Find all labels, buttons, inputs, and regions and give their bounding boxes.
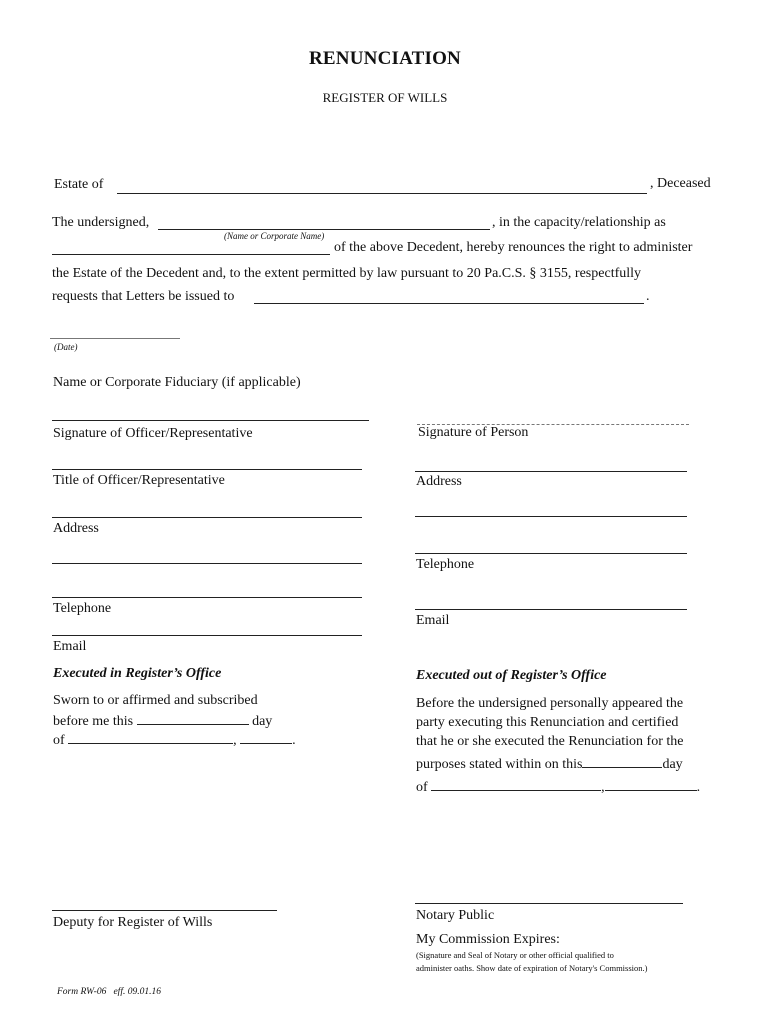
- deputy-signature-field[interactable]: [52, 910, 277, 911]
- date-label: (Date): [54, 342, 78, 352]
- person-telephone-field[interactable]: [415, 553, 687, 554]
- statute-text: the Estate of the Decedent and, to the extent permitted by law pursuant to 20 Pa.C.S. § 3155, respectfully: [52, 266, 642, 281]
- deceased-label: , Deceased: [650, 176, 711, 191]
- officer-email-label: Email: [53, 639, 87, 654]
- commission-label: My Commission Expires:: [416, 932, 560, 947]
- date-field[interactable]: [50, 338, 180, 339]
- executed-out-purposes-label: purposes stated within on this: [416, 757, 583, 772]
- person-address-field[interactable]: [415, 471, 687, 472]
- name-hint: (Name or Corporate Name): [224, 231, 325, 241]
- executed-out-day-field[interactable]: [582, 755, 662, 768]
- person-email-field[interactable]: [415, 609, 687, 610]
- person-address-field-2[interactable]: [415, 516, 687, 517]
- executed-out-period: .: [696, 780, 701, 795]
- executed-in-year-field[interactable]: [240, 731, 292, 744]
- executed-in-day-label: day: [252, 714, 273, 729]
- person-telephone-label: Telephone: [416, 557, 475, 572]
- form-id: Form RW-06 eff. 09.01.16: [57, 987, 161, 997]
- person-signature-label: Signature of Person: [418, 425, 529, 440]
- deputy-label: Deputy for Register of Wills: [53, 915, 213, 930]
- person-address-label: Address: [416, 474, 462, 489]
- executed-in-before-label: before me this: [53, 714, 134, 729]
- executed-in-of-label: of: [53, 733, 65, 748]
- person-email-label: Email: [416, 613, 450, 628]
- executed-in-month-field[interactable]: [68, 731, 233, 744]
- officer-signature-field[interactable]: [52, 420, 369, 421]
- executed-out-year-field[interactable]: [605, 778, 697, 791]
- estate-label: Estate of: [54, 177, 104, 192]
- executed-out-comma: ,: [601, 780, 605, 795]
- fiduciary-heading: Name or Corporate Fiduciary (if applicable): [53, 375, 301, 390]
- notary-note-line1: (Signature and Seal of Notary or other official qualified to: [416, 950, 614, 960]
- executed-out-heading: Executed out of Register’s Office: [416, 668, 607, 683]
- executed-in-heading: Executed in Register’s Office: [53, 666, 222, 681]
- officer-signature-label: Signature of Officer/Representative: [53, 426, 253, 441]
- officer-telephone-label: Telephone: [53, 601, 112, 616]
- letters-to-field[interactable]: [254, 303, 644, 304]
- executed-in-period: .: [292, 733, 296, 748]
- officer-address-label: Address: [53, 521, 99, 536]
- executed-in-line1: Sworn to or affirmed and subscribed: [53, 693, 258, 708]
- officer-email-field[interactable]: [52, 635, 362, 636]
- form-title: RENUNCIATION: [309, 48, 461, 69]
- officer-telephone-field[interactable]: [52, 597, 362, 598]
- relationship-field[interactable]: [52, 254, 330, 255]
- notary-signature-field[interactable]: [415, 903, 683, 904]
- letters-period: .: [646, 289, 650, 304]
- undersigned-label: The undersigned,: [52, 215, 150, 230]
- executed-out-of-label: of: [416, 780, 428, 795]
- executed-in-comma: ,: [233, 733, 237, 748]
- notary-note-line2: administer oaths. Show date of expiration of Notary's Commission.): [416, 963, 648, 973]
- executed-out-month-field[interactable]: [431, 778, 601, 791]
- capacity-label: , in the capacity/relationship as: [492, 215, 666, 230]
- renounce-text: of the above Decedent, hereby renounces the right to administer: [334, 240, 693, 255]
- executed-out-line3: that he or she executed the Renunciation for the: [416, 734, 684, 749]
- executed-out-day-label: day: [662, 757, 683, 772]
- officer-title-label: Title of Officer/Representative: [53, 473, 225, 488]
- officer-address-field-2[interactable]: [52, 563, 362, 564]
- estate-name-field[interactable]: [117, 193, 647, 194]
- officer-title-field[interactable]: [52, 469, 362, 470]
- notary-label: Notary Public: [416, 908, 495, 923]
- undersigned-name-field[interactable]: [158, 229, 490, 230]
- executed-out-line2: party executing this Renunciation and certified: [416, 715, 679, 730]
- executed-out-line1: Before the undersigned personally appeared the: [416, 696, 684, 711]
- officer-address-field[interactable]: [52, 517, 362, 518]
- letters-label: requests that Letters be issued to: [52, 289, 235, 304]
- form-subtitle: REGISTER OF WILLS: [322, 90, 448, 105]
- executed-in-day-field[interactable]: [137, 712, 249, 725]
